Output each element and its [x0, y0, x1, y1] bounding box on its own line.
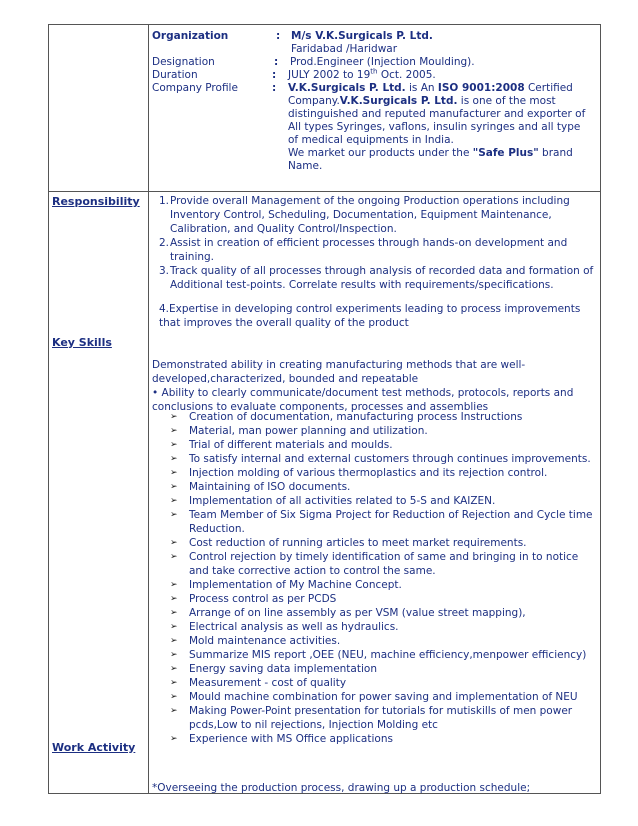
org-colon: : — [276, 30, 281, 42]
org-label: Organization — [152, 30, 229, 42]
skill-item: ➢ Mould machine combination for power saving and implementation of NEU — [170, 691, 578, 703]
company-profile-line3: distinguished and reputed manufacturer and exporter of — [288, 108, 586, 120]
skills-list — [170, 410, 598, 746]
responsibility-label: Responsibility — [52, 195, 140, 208]
skill-item: ➢ Cost reduction of running articles to meet market requirements. — [170, 537, 527, 549]
row-divider — [48, 191, 601, 192]
designation-value: Prod.Engineer (Injection Moulding). — [290, 56, 475, 68]
skill-item: ➢ Experience with MS Office applications — [170, 733, 393, 745]
arrow-bullet-icon: ➢ — [170, 412, 178, 422]
arrow-bullet-icon: ➢ — [170, 580, 178, 590]
arrow-bullet-icon: ➢ — [170, 552, 178, 562]
company-profile-line4: All types Syringes, vaflons, insulin syringes and all type — [288, 121, 581, 133]
skills-intro-paragraph: Demonstrated ability in creating manufacturing methods that are well-developed,characterized, bounded and repeatable — [152, 359, 526, 385]
company-profile-colon: : — [272, 82, 277, 94]
company-profile-line1: V.K.Surgicals P. Ltd. is An ISO 9001:2008 Certified — [288, 82, 573, 94]
arrow-bullet-icon: ➢ — [170, 426, 178, 436]
duration-colon: : — [272, 69, 277, 81]
skills-intro-bullet: • Ability to clearly communicate/document test methods, protocols, reports and conclusions to evaluate components, processes and assemblies — [152, 387, 574, 413]
skill-item: ➢ Electrical analysis as well as hydraulics. — [170, 621, 399, 633]
skill-item: ➢ Maintaining of ISO documents. — [170, 481, 351, 493]
work-activity-line: *Overseeing the production process, drawing up a production schedule; — [152, 782, 531, 794]
company-profile-line6: We market our products under the "Safe Plus" brand — [288, 147, 573, 159]
arrow-bullet-icon: ➢ — [170, 440, 178, 450]
company-profile-line7: Name. — [288, 160, 323, 172]
arrow-bullet-icon: ➢ — [170, 594, 178, 604]
skill-item: ➢ Implementation of My Machine Concept. — [170, 579, 402, 591]
skill-item: ➢ Material, man power planning and utilization. — [170, 425, 428, 437]
duration-label: Duration — [152, 69, 198, 81]
skill-item: ➢ Implementation of all activities related to 5-S and KAIZEN. — [170, 495, 496, 507]
skill-item: ➢ Control rejection by timely identification of same and bringing in to notice and take corrective action to control the same. — [170, 551, 579, 577]
skill-item: ➢ Process control as per PCDS — [170, 593, 337, 605]
skill-item: ➢ Trial of different materials and moulds. — [170, 439, 393, 451]
skill-item: ➢ Mold maintenance activities. — [170, 635, 341, 647]
responsibility-item: 2. Assist in creation of efficient processes through hands-on development and training. — [159, 237, 568, 263]
arrow-bullet-icon: ➢ — [170, 622, 178, 632]
responsibility-item-4: 4.Expertise in developing control experiments leading to process improvements that improves the overall quality of the product — [159, 303, 581, 329]
key-skills-label: Key Skills — [52, 336, 112, 349]
arrow-bullet-icon: ➢ — [170, 538, 178, 548]
skill-item: ➢ Energy saving data implementation — [170, 663, 377, 675]
responsibility-item: 1. Provide overall Management of the ongoing Production operations including Inventory Control, Scheduling, Documentation, Equipment Maintenance, Calibration, and Quality Control/Inspection. — [159, 195, 570, 235]
responsibility-item: 3. Track quality of all processes through analysis of recorded data and formation of Additional test-points. Correlate results with requirements/specifications. — [159, 265, 594, 291]
company-profile-line5: of medical equipments in India. — [288, 134, 454, 146]
arrow-bullet-icon: ➢ — [170, 608, 178, 618]
arrow-bullet-icon: ➢ — [170, 510, 178, 520]
skill-item: ➢ Arrange of on line assembly as per VSM (value street mapping), — [170, 607, 526, 619]
responsibility-list — [152, 194, 598, 330]
arrow-bullet-icon: ➢ — [170, 454, 178, 464]
arrow-bullet-icon: ➢ — [170, 664, 178, 674]
arrow-bullet-icon: ➢ — [170, 650, 178, 660]
arrow-bullet-icon: ➢ — [170, 636, 178, 646]
arrow-bullet-icon: ➢ — [170, 482, 178, 492]
arrow-bullet-icon: ➢ — [170, 692, 178, 702]
arrow-bullet-icon: ➢ — [170, 678, 178, 688]
duration-value: JULY 2002 to 19th Oct. 2005. — [288, 67, 436, 81]
column-divider — [148, 24, 149, 794]
org-name: M/s V.K.Surgicals P. Ltd. — [291, 30, 433, 42]
designation-label: Designation — [152, 56, 215, 68]
designation-colon: : — [274, 56, 279, 68]
company-profile-line2: Company.V.K.Surgicals P. Ltd. is one of the most — [288, 95, 556, 107]
skills-intro — [152, 358, 598, 414]
skill-item: ➢ Measurement - cost of quality — [170, 677, 347, 689]
skill-item: ➢ Making Power-Point presentation for tutorials for mutiskills of men power pcds,Low to nil rejections, Injection Molding etc — [170, 705, 573, 731]
arrow-bullet-icon: ➢ — [170, 468, 178, 478]
arrow-bullet-icon: ➢ — [170, 496, 178, 506]
company-profile-label: Company Profile — [152, 82, 238, 94]
work-activity-label: Work Activity — [52, 741, 136, 754]
skill-item: ➢ To satisfy internal and external customers through continues improvements. — [170, 453, 591, 465]
arrow-bullet-icon: ➢ — [170, 734, 178, 744]
arrow-bullet-icon: ➢ — [170, 706, 178, 716]
skill-item: ➢ Team Member of Six Sigma Project for Reduction of Rejection and Cycle time Reduction. — [170, 509, 593, 535]
skill-item: ➢ Summarize MIS report ,OEE (NEU, machine efficiency,menpower efficiency) — [170, 649, 587, 661]
skill-item: ➢ Injection molding of various thermoplastics and its rejection control. — [170, 467, 548, 479]
skill-item: ➢ Creation of documentation, manufacturing process Instructions — [170, 411, 523, 423]
org-location: Faridabad /Haridwar — [291, 43, 398, 55]
